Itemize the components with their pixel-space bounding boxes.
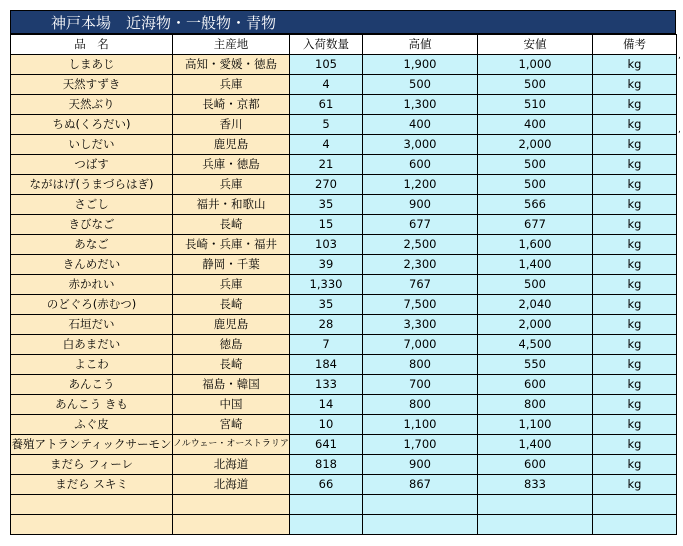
cell-item-name: いしだい: [11, 135, 173, 155]
table-row: [11, 315, 677, 335]
cell-quantity: 5: [290, 115, 363, 135]
table-row: [11, 275, 677, 295]
cell-quantity: 39: [290, 255, 363, 275]
cell-high-price: 400: [363, 115, 478, 135]
cell-low-price: [478, 495, 593, 515]
cell-remarks: kg: [593, 335, 677, 355]
cell-item-name: きびなご: [11, 215, 173, 235]
sheet-title: 神戸本場 近海物・一般物・青物: [10, 10, 676, 34]
cell-quantity: 66: [290, 475, 363, 495]
cell-origin: 宮崎: [173, 415, 290, 435]
cell-low-price: 600: [478, 375, 593, 395]
cell-low-price: 500: [478, 75, 593, 95]
cell-remarks: kg: [593, 55, 677, 75]
cell-remarks: kg: [593, 295, 677, 315]
cell-quantity: 7: [290, 335, 363, 355]
cell-low-price: 510: [478, 95, 593, 115]
cell-remarks: [593, 515, 677, 535]
cell-low-price: 500: [478, 155, 593, 175]
cell-high-price: 3,000: [363, 135, 478, 155]
cell-quantity: 105: [290, 55, 363, 75]
cell-high-price: 1,100: [363, 415, 478, 435]
cell-origin: 兵庫: [173, 75, 290, 95]
cell-high-price: 867: [363, 475, 478, 495]
cell-low-price: 2,000: [478, 315, 593, 335]
cell-low-price: [478, 515, 593, 535]
cell-low-price: 550: [478, 355, 593, 375]
cell-quantity: [290, 515, 363, 535]
cell-high-price: 800: [363, 395, 478, 415]
cell-origin: 長崎: [173, 295, 290, 315]
cell-high-price: 3,300: [363, 315, 478, 335]
cell-low-price: 2,040: [478, 295, 593, 315]
cell-item-name: さごし: [11, 195, 173, 215]
cell-low-price: 500: [478, 175, 593, 195]
cell-item-name: [11, 495, 173, 515]
cell-high-price: 800: [363, 355, 478, 375]
header-item-name: 品 名: [11, 35, 173, 55]
cell-high-price: 500: [363, 75, 478, 95]
cell-high-price: [363, 495, 478, 515]
cell-item-name: 養殖アトランティックサーモン: [11, 435, 173, 455]
cell-item-name: 石垣だい: [11, 315, 173, 335]
cell-item-name: まだら フィーレ: [11, 455, 173, 475]
cell-quantity: 1,330: [290, 275, 363, 295]
table-row: [11, 515, 677, 535]
cell-remarks: kg: [593, 375, 677, 395]
cell-low-price: 800: [478, 395, 593, 415]
cell-quantity: 28: [290, 315, 363, 335]
cell-high-price: 7,500: [363, 295, 478, 315]
cell-high-price: 677: [363, 215, 478, 235]
cell-item-name: あんこう きも: [11, 395, 173, 415]
header-remarks: 備考: [593, 35, 677, 55]
cell-high-price: [363, 515, 478, 535]
cell-remarks: kg: [593, 315, 677, 335]
table-row: [11, 455, 677, 475]
cell-origin: [173, 515, 290, 535]
cell-origin: 兵庫: [173, 275, 290, 295]
cell-item-name: 天然ぶり: [11, 95, 173, 115]
cell-item-name: まだら スキミ: [11, 475, 173, 495]
cell-quantity: [290, 495, 363, 515]
cell-item-name: ながはげ(うまづらはぎ): [11, 175, 173, 195]
cell-high-price: 900: [363, 195, 478, 215]
cell-low-price: 500: [478, 275, 593, 295]
header-row: [11, 35, 677, 55]
edge-mark: ,: [678, 125, 681, 135]
cell-remarks: kg: [593, 455, 677, 475]
cell-low-price: 1,100: [478, 415, 593, 435]
table-row: [11, 195, 677, 215]
table-row: [11, 355, 677, 375]
table-row: [11, 255, 677, 275]
cell-quantity: 4: [290, 135, 363, 155]
cell-remarks: kg: [593, 135, 677, 155]
table-row: [11, 75, 677, 95]
cell-low-price: 1,400: [478, 435, 593, 455]
cell-remarks: [593, 495, 677, 515]
cell-high-price: 2,500: [363, 235, 478, 255]
cell-high-price: 1,300: [363, 95, 478, 115]
cell-origin: 長崎: [173, 215, 290, 235]
cell-quantity: 818: [290, 455, 363, 475]
cell-quantity: 641: [290, 435, 363, 455]
cell-origin: 高知・愛媛・徳島: [173, 55, 290, 75]
cell-remarks: kg: [593, 255, 677, 275]
cell-quantity: 35: [290, 295, 363, 315]
cell-origin: 福井・和歌山: [173, 195, 290, 215]
cell-quantity: 270: [290, 175, 363, 195]
cell-item-name: 天然すずき: [11, 75, 173, 95]
cell-low-price: 2,000: [478, 135, 593, 155]
cell-remarks: kg: [593, 235, 677, 255]
cell-origin: 香川: [173, 115, 290, 135]
cell-origin: 鹿児島: [173, 315, 290, 335]
cell-quantity: 184: [290, 355, 363, 375]
cell-origin: 徳島: [173, 335, 290, 355]
cell-quantity: 21: [290, 155, 363, 175]
cell-low-price: 600: [478, 455, 593, 475]
cell-remarks: kg: [593, 155, 677, 175]
header-high-price: 高値: [363, 35, 478, 55]
cell-item-name: 白あまだい: [11, 335, 173, 355]
cell-high-price: 1,200: [363, 175, 478, 195]
cell-origin: 鹿児島: [173, 135, 290, 155]
table-row: [11, 375, 677, 395]
cell-remarks: kg: [593, 415, 677, 435]
table-row: [11, 235, 677, 255]
cell-remarks: kg: [593, 215, 677, 235]
cell-high-price: 767: [363, 275, 478, 295]
edge-mark: ,: [678, 51, 681, 61]
cell-origin: 静岡・千葉: [173, 255, 290, 275]
cell-quantity: 4: [290, 75, 363, 95]
cell-item-name: ふぐ皮: [11, 415, 173, 435]
table-body: [11, 55, 677, 535]
cell-low-price: 400: [478, 115, 593, 135]
cell-high-price: 7,000: [363, 335, 478, 355]
cell-quantity: 61: [290, 95, 363, 115]
cell-origin: 兵庫・徳島: [173, 155, 290, 175]
cell-origin: [173, 495, 290, 515]
cell-origin: 兵庫: [173, 175, 290, 195]
cell-low-price: 677: [478, 215, 593, 235]
table-row: [11, 175, 677, 195]
cell-origin: 長崎・兵庫・福井: [173, 235, 290, 255]
table-row: [11, 95, 677, 115]
table-row: [11, 475, 677, 495]
table-row: [11, 135, 677, 155]
cell-quantity: 14: [290, 395, 363, 415]
cell-origin: 北海道: [173, 455, 290, 475]
cell-high-price: 600: [363, 155, 478, 175]
table-row: [11, 215, 677, 235]
cell-quantity: 103: [290, 235, 363, 255]
cell-item-name: よこわ: [11, 355, 173, 375]
cell-high-price: 2,300: [363, 255, 478, 275]
cell-quantity: 10: [290, 415, 363, 435]
price-table: [10, 34, 677, 535]
header-origin: 主産地: [173, 35, 290, 55]
cell-item-name: しまあじ: [11, 55, 173, 75]
cell-high-price: 900: [363, 455, 478, 475]
cell-remarks: kg: [593, 355, 677, 375]
cell-item-name: 赤かれい: [11, 275, 173, 295]
cell-high-price: 700: [363, 375, 478, 395]
cell-quantity: 35: [290, 195, 363, 215]
cell-origin: 福島・韓国: [173, 375, 290, 395]
cell-quantity: 133: [290, 375, 363, 395]
cell-item-name: のどぐろ(赤むつ): [11, 295, 173, 315]
cell-quantity: 15: [290, 215, 363, 235]
cell-item-name: ちぬ(くろだい): [11, 115, 173, 135]
cell-remarks: kg: [593, 195, 677, 215]
cell-item-name: つばす: [11, 155, 173, 175]
table-row: [11, 435, 677, 455]
cell-remarks: kg: [593, 435, 677, 455]
table-row: [11, 495, 677, 515]
cell-origin: 長崎: [173, 355, 290, 375]
cell-remarks: kg: [593, 395, 677, 415]
table-row: [11, 295, 677, 315]
cell-origin: 長崎・京都: [173, 95, 290, 115]
cell-high-price: 1,900: [363, 55, 478, 75]
cell-remarks: kg: [593, 175, 677, 195]
cell-high-price: 1,700: [363, 435, 478, 455]
header-arrival-quantity: 入荷数量: [290, 35, 363, 55]
cell-origin: ノルウェー・オーストラリア: [173, 435, 290, 455]
table-row: [11, 415, 677, 435]
cell-remarks: kg: [593, 95, 677, 115]
table-row: [11, 335, 677, 355]
cell-item-name: [11, 515, 173, 535]
cell-origin: 北海道: [173, 475, 290, 495]
cell-origin: 中国: [173, 395, 290, 415]
cell-low-price: 1,400: [478, 255, 593, 275]
cell-remarks: kg: [593, 115, 677, 135]
cell-low-price: 566: [478, 195, 593, 215]
cell-low-price: 833: [478, 475, 593, 495]
cell-remarks: kg: [593, 475, 677, 495]
table-row: [11, 155, 677, 175]
table-row: [11, 115, 677, 135]
cell-remarks: kg: [593, 275, 677, 295]
cell-low-price: 4,500: [478, 335, 593, 355]
cell-item-name: きんめだい: [11, 255, 173, 275]
market-price-sheet: [10, 10, 676, 535]
cell-low-price: 1,000: [478, 55, 593, 75]
table-row: [11, 55, 677, 75]
table-row: [11, 395, 677, 415]
header-low-price: 安値: [478, 35, 593, 55]
cell-item-name: あなご: [11, 235, 173, 255]
cell-item-name: あんこう: [11, 375, 173, 395]
cell-low-price: 1,600: [478, 235, 593, 255]
cell-remarks: kg: [593, 75, 677, 95]
